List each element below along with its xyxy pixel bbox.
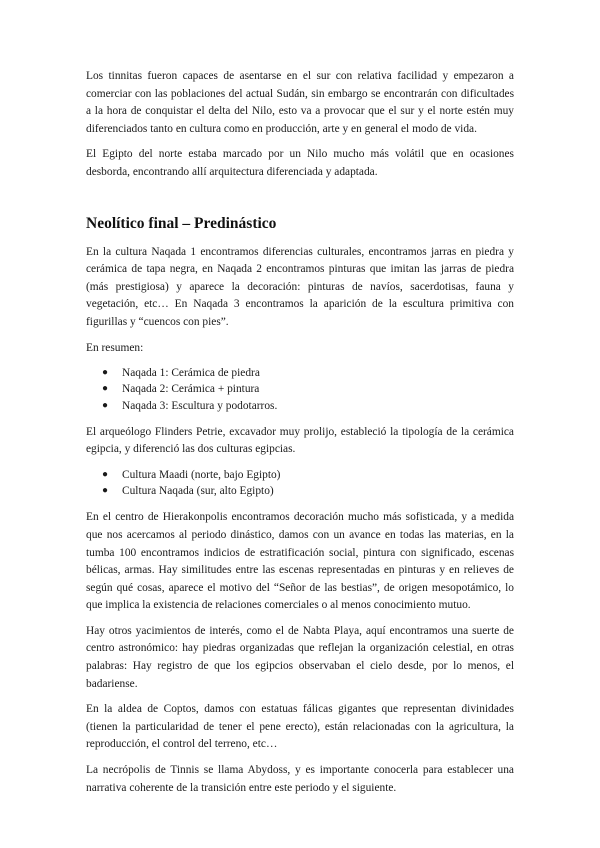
list-item [102,381,514,397]
intro-paragraph-1: Los tinnitas fueron capaces de asentarse en el sur con relativa facilidad y empezaron a comerciar con las poblaciones del actual Sudán, sin embargo se encontrarán con dificultades a la hora de conquistar el delta del Nilo, esto va a provocar que el sur y el norte estén muy diferenciados tanto en cultura como en producción, arte y en general el modo de vida. [86,70,514,135]
list-item-text: Cultura Naqada (sur, alto Egipto) [122,485,274,498]
abydoss-paragraph: La necrópolis de Tinnis se llama Abydoss, y es importante conocerla para establecer una narrativa coherente de la transición entre este periodo y el siguiente. [86,764,514,794]
document-page [86,68,514,805]
naqada-paragraph: En la cultura Naqada 1 encontramos diferencias culturales, encontramos jarras en piedra y cerámica de tapa negra, en Naqada 2 encontramos pinturas que imitan las jarras de piedra (más prestigiosa) y aparece la decoración: pinturas de navíos, sacerdotisas, fauna y vegetación, etc… En Naqada 3 encontramos la aparición de la escultura primitiva con figurillas y “cuencos con pies”. [86,245,514,328]
list-item-text: Naqada 1: Cerámica de piedra [122,367,260,380]
bullet-icon: ● [102,399,109,411]
list-item [102,365,514,381]
list-item [102,467,514,483]
list-item [102,483,514,499]
list-item-text: Naqada 2: Cerámica + pintura [122,383,260,396]
bullet-icon: ● [102,367,109,379]
list-item-text: Naqada 3: Escultura y podotarros. [122,399,278,412]
hierakonpolis-paragraph: En el centro de Hierakonpolis encontramos decoración mucho más sofisticada, y a medida que nos acercamos al periodo dinástico, damos con un avance en todas las materias, en la tumba 100 encontramos indicios de estratificación social, pintura con significado, escenas bélicas, armas. Hay similitudes entre las escenas representadas en pinturas y en relieves de según qué cosas, aparece el motivo del “Señor de las bestias”, de origen mesopotámico, lo que implica la existencia de relaciones comerciales o al menos conocimiento mutuo. [86,511,514,612]
section-heading: Neolítico final – Predinástico [86,214,277,232]
summary-list [86,365,514,414]
summary-label: En resumen: [86,341,144,354]
list-item [102,398,514,414]
bullet-icon: ● [102,383,109,395]
nabta-playa-paragraph: Hay otros yacimientos de interés, como el de Nabta Playa, aquí encontramos una suerte de centro astronómico: hay piedras organizadas que reflejan la organización celestial, en otras palabras: Hay registro de que los egipcios observaban el cielo desde, por lo menos, el badariense. [86,624,514,690]
bullet-icon: ● [102,485,109,497]
bullet-icon: ● [102,468,109,480]
culture-list [86,467,514,499]
coptos-paragraph: En la aldea de Coptos, damos con estatuas fálicas gigantes que representan divinidades (tienen la particularidad de tener el pene erecto), están relacionadas con la agricultura, la reproducción, el control del terreno, etc… [86,703,514,751]
intro-paragraph-2: El Egipto del norte estaba marcado por un Nilo mucho más volátil que en ocasiones desborda, encontrando allí arquitectura diferenciada y adaptada. [86,148,514,178]
list-item-text: Cultura Maadi (norte, bajo Egipto) [122,468,281,481]
petrie-paragraph: El arqueólogo Flinders Petrie, excavador muy prolijo, estableció la tipología de la cerámica egipcia, y diferenció las dos culturas egipcias. [86,425,514,456]
